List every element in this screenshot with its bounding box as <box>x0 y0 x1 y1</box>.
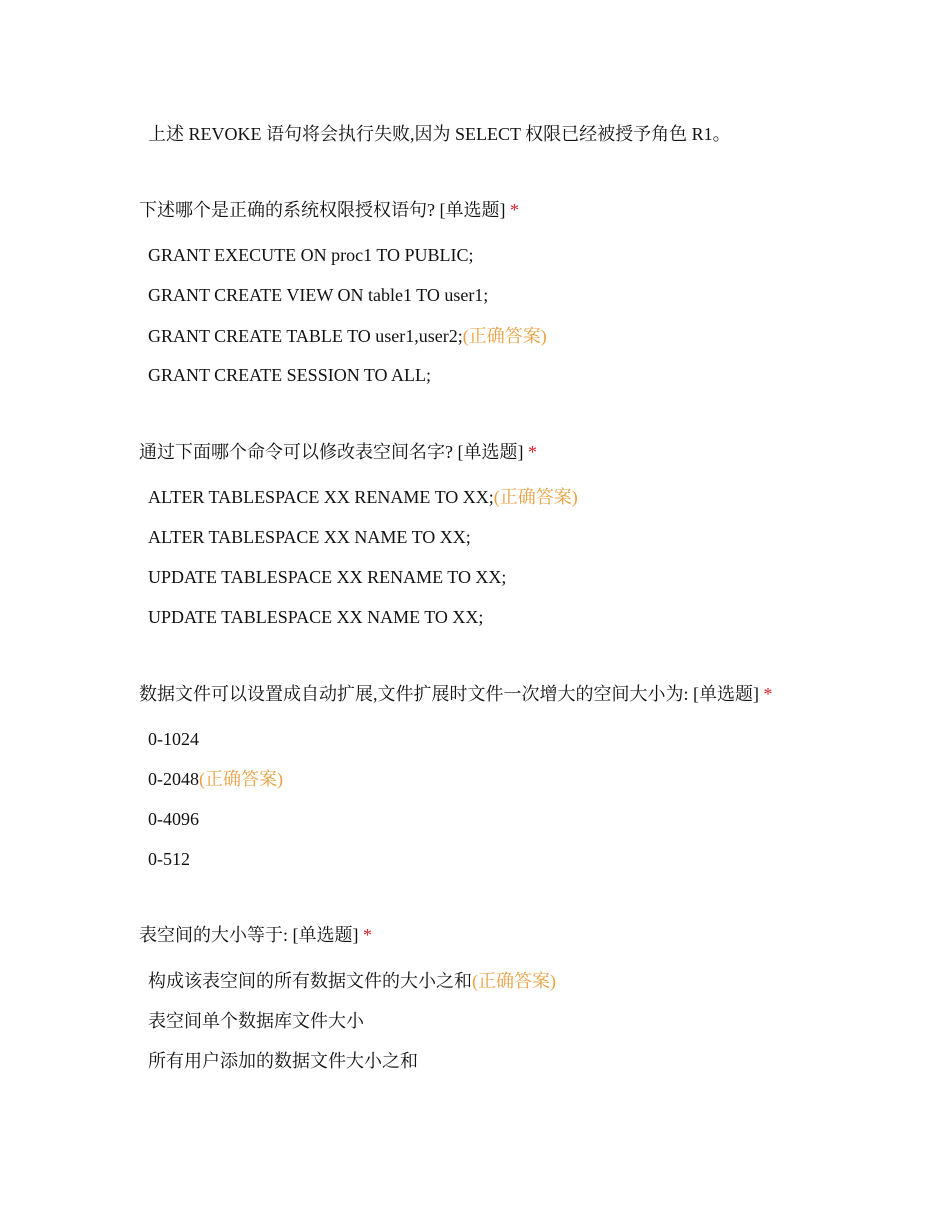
question-prompt: 通过下面哪个命令可以修改表空间名字? <box>139 442 453 462</box>
option-text: UPDATE TABLESPACE XX RENAME TO XX; <box>148 567 507 587</box>
option-text: GRANT CREATE SESSION TO ALL; <box>148 365 432 385</box>
question-prompt: 下述哪个是正确的系统权限授权语句? <box>139 200 435 220</box>
question-2-title <box>139 440 537 464</box>
option-item-correct <box>148 324 547 348</box>
question-type-tag: [单选题] <box>292 925 359 945</box>
question-3-title <box>139 682 773 706</box>
option-item <box>148 243 474 267</box>
required-mark: * <box>528 442 537 462</box>
option-item-correct <box>148 767 283 791</box>
option-item <box>148 727 199 751</box>
option-text: ALTER TABLESPACE XX NAME TO XX; <box>148 527 471 547</box>
option-item <box>148 565 506 589</box>
option-item <box>148 283 488 307</box>
option-text: ALTER TABLESPACE XX RENAME TO XX; <box>148 487 494 507</box>
option-item-correct <box>148 485 578 509</box>
option-text: UPDATE TABLESPACE XX NAME TO XX; <box>148 607 484 627</box>
option-item <box>148 807 199 831</box>
option-item <box>148 847 190 871</box>
option-text: GRANT CREATE TABLE TO user1,user2; <box>148 326 463 346</box>
option-text: 表空间单个数据库文件大小 <box>148 1011 364 1031</box>
question-4-title <box>139 923 372 947</box>
question-1-title <box>139 198 519 222</box>
option-text: GRANT CREATE VIEW ON table1 TO user1; <box>148 285 489 305</box>
option-item <box>148 363 431 387</box>
correct-answer-tag: (正确答案) <box>199 769 283 789</box>
option-text: GRANT EXECUTE ON proc1 TO PUBLIC; <box>148 245 474 265</box>
correct-answer-tag: (正确答案) <box>462 326 547 346</box>
question-type-tag: [单选题] <box>457 442 524 462</box>
question-prompt: 表空间的大小等于: <box>139 925 289 945</box>
required-mark: * <box>763 684 773 704</box>
option-text: 0-4096 <box>148 809 199 829</box>
option-item-correct <box>148 969 556 993</box>
required-mark: * <box>363 925 373 945</box>
option-text: 构成该表空间的所有数据文件的大小之和 <box>148 971 472 991</box>
question-type-tag: [单选题] <box>693 684 759 704</box>
correct-answer-tag: (正确答案) <box>493 487 578 507</box>
option-item <box>148 605 483 629</box>
intro-statement <box>148 122 731 146</box>
option-item <box>148 525 471 549</box>
option-text: 0-512 <box>148 849 190 869</box>
required-mark: * <box>510 200 519 220</box>
question-prompt: 数据文件可以设置成自动扩展,文件扩展时文件一次增大的空间大小为: <box>139 684 689 704</box>
intro-text: 上述 REVOKE 语句将会执行失败,因为 SELECT 权限已经被授予角色 R1。 <box>148 124 731 144</box>
question-type-tag: [单选题] <box>439 200 506 220</box>
option-text: 所有用户添加的数据文件大小之和 <box>148 1051 418 1071</box>
correct-answer-tag: (正确答案) <box>472 971 556 991</box>
option-text: 0-2048 <box>148 769 199 789</box>
option-text: 0-1024 <box>148 729 199 749</box>
option-item <box>148 1049 418 1073</box>
option-item <box>148 1009 364 1033</box>
